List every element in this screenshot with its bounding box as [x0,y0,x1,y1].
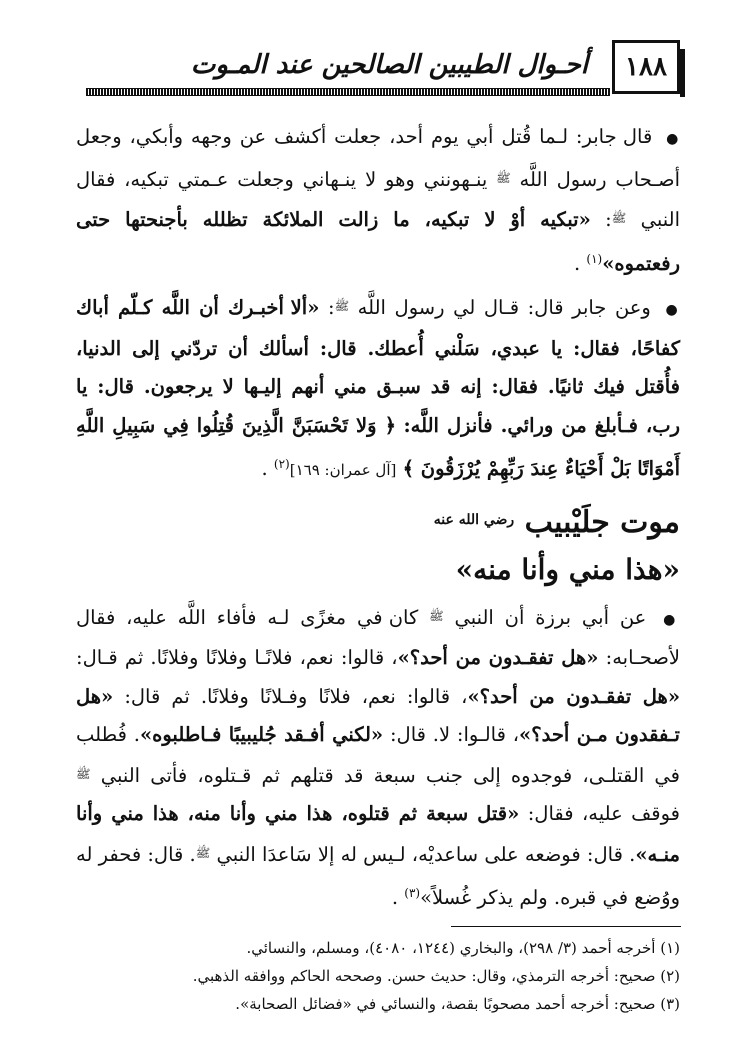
running-title: أحـوال الطيبين الصالحين عند المـوت [190,50,588,80]
p2-hadith-quote: «ألا أخبـرك أن اللَّه كـلّم أباك كفاحًا، فقال: يا عبدي، سَلْني أُعطك. قال: أسألك أن تردّني إلى الدنيا، فأُقتل فيك ثانيًا. فقال: إنه قد سبـق مني أنهم إليـها لا يرجعون. قال: يا رب، فـأبلغ من ورائي. فأنزل اللَّه: [76,296,680,437]
salutation-icon: ﷺ [429,608,444,623]
p2-end: . [261,457,268,480]
paragraph-1 [76,118,680,283]
header-rule [86,88,610,96]
paragraph-3 [76,597,680,918]
p3-quote-3: «هل تـفقدون مـن أحد؟» [76,684,680,746]
p3-quote-4: «لكني أفـقد جُليبيبًا فـاطلبوه» [139,723,384,746]
page-header [86,40,680,100]
p3-quote-5: «قتل سبعة ثم قتلوه، هذا مني وأنا منه، هذا مني وأنا منـه» [76,802,680,866]
p3-text-g: فوقف عليه، فقال: [527,802,681,825]
footnotes [76,934,680,1018]
p3-text-h: . قال: فوضعه على ساعديْه، لـيس له إلا سَاعدَا النبي [216,842,636,866]
footnote-ref-1: (١) [586,251,603,266]
section-title-text: موت جلَيْبيب [524,504,680,540]
bullet-icon: ● [666,131,680,147]
p1-end: . [573,251,581,275]
salutation-icon: ﷺ [611,211,627,225]
footnote-ref-3: (٣) [404,886,421,900]
p1-hadith-quote: «تبكيه أوْ لا تبكيه، ما زالت الملائكة تظلله بأجنحتها حتى رفعتموه» [76,208,680,275]
salutation-icon: ﷺ [334,299,350,313]
p1-text-b: ينـهونني وهو لا ينـهاني وجعلت عـمتي تبكيه، فقال النبي [76,167,681,231]
footnote-divider [451,926,681,927]
p1-text-a: قال جابر: لـما قُتل أبي يوم أحد، جعلت أكشف عن وجهه وأبكي، وجعل أصـحاب رسول اللَّه [76,125,680,191]
p3-quote-2: «هل تفقـدون من أحد؟» [467,684,681,708]
p3-text-a: عن أبي برزة أن النبي [454,605,647,629]
p3-quote-1: «هل تفقـدون من أحد؟» [397,646,599,669]
p3-text-e: ، قالـوا: لا. قال: [389,723,520,746]
footnote-ref-2: (٢) [273,457,290,471]
bullet-icon: ● [665,302,681,318]
section-subtitle: «هذا مني وأنا منه» [455,552,680,586]
quran-verse: ﴿ وَلا تَحْسَبَنَّ الَّذِينَ قُتِلُوا فِي سَبِيلِ اللَّهِ أَمْوَاتًا بَلْ أَحْيَاءٌ عِندَ رَبِّهِمْ يُرْزَقُونَ ﴾ [76,413,680,480]
p3-text-c: ، قالوا: نعم، فلانًـا وفلانًا وفلانًا. ثم قـال: [76,646,398,669]
verse-citation: [آل عمران: ١٦٩] [289,461,397,479]
salutation-icon: ﷺ [76,766,91,781]
bullet-icon: ● [663,611,681,628]
section-title [76,498,680,545]
p1-text-c: : [605,208,612,231]
footnote-2: (٢) صحيح: أخرجه الترمذي، وقال: حديث حسن. وصححه الحاكم ووافقه الذهبي. [192,967,680,985]
main-text [76,118,680,918]
p2-text-b: : [328,296,335,319]
paragraph-2 [76,287,680,490]
p2-text-a: وعن جابر قال: قـال لي رسول اللَّه [357,296,651,319]
footnote-1: (١) أخرجه أحمد (٣/ ٢٩٨)، والبخاري (١٢٤٤، ٤٠٨٠)، ومسلم، والنسائي. [246,939,680,957]
radi-icon: رضي الله عنه [433,511,515,528]
p3-text-f: . فُطلب في القتلـى، فوجدوه إلى جنب سبعة قد قتلهم ثم قـتلوه، فأتى النبي [76,723,680,787]
page-number: ١٨٨ [612,40,680,94]
salutation-icon: ﷺ [195,845,211,860]
p3-text-d: ، قالوا: نعم، فلانًا وفـلانًا وفلانًا. ثم قال: [124,684,468,708]
p3-text-b: كان في مغزًى لـه فأفاء اللَّه عليه، فقال لأصحـابه: [76,605,680,669]
salutation-icon: ﷺ [496,170,511,185]
p3-end: . [391,886,399,909]
footnote-3: (٣) صحيح: أخرجه أحمد مصحوبًا بقصة، والنسائي في «فضائل الصحابة». [235,995,680,1013]
p3-text-i: . قال: فحفر له ووُضع في قبره. ولم يذكر غُسلاً» [76,842,680,909]
